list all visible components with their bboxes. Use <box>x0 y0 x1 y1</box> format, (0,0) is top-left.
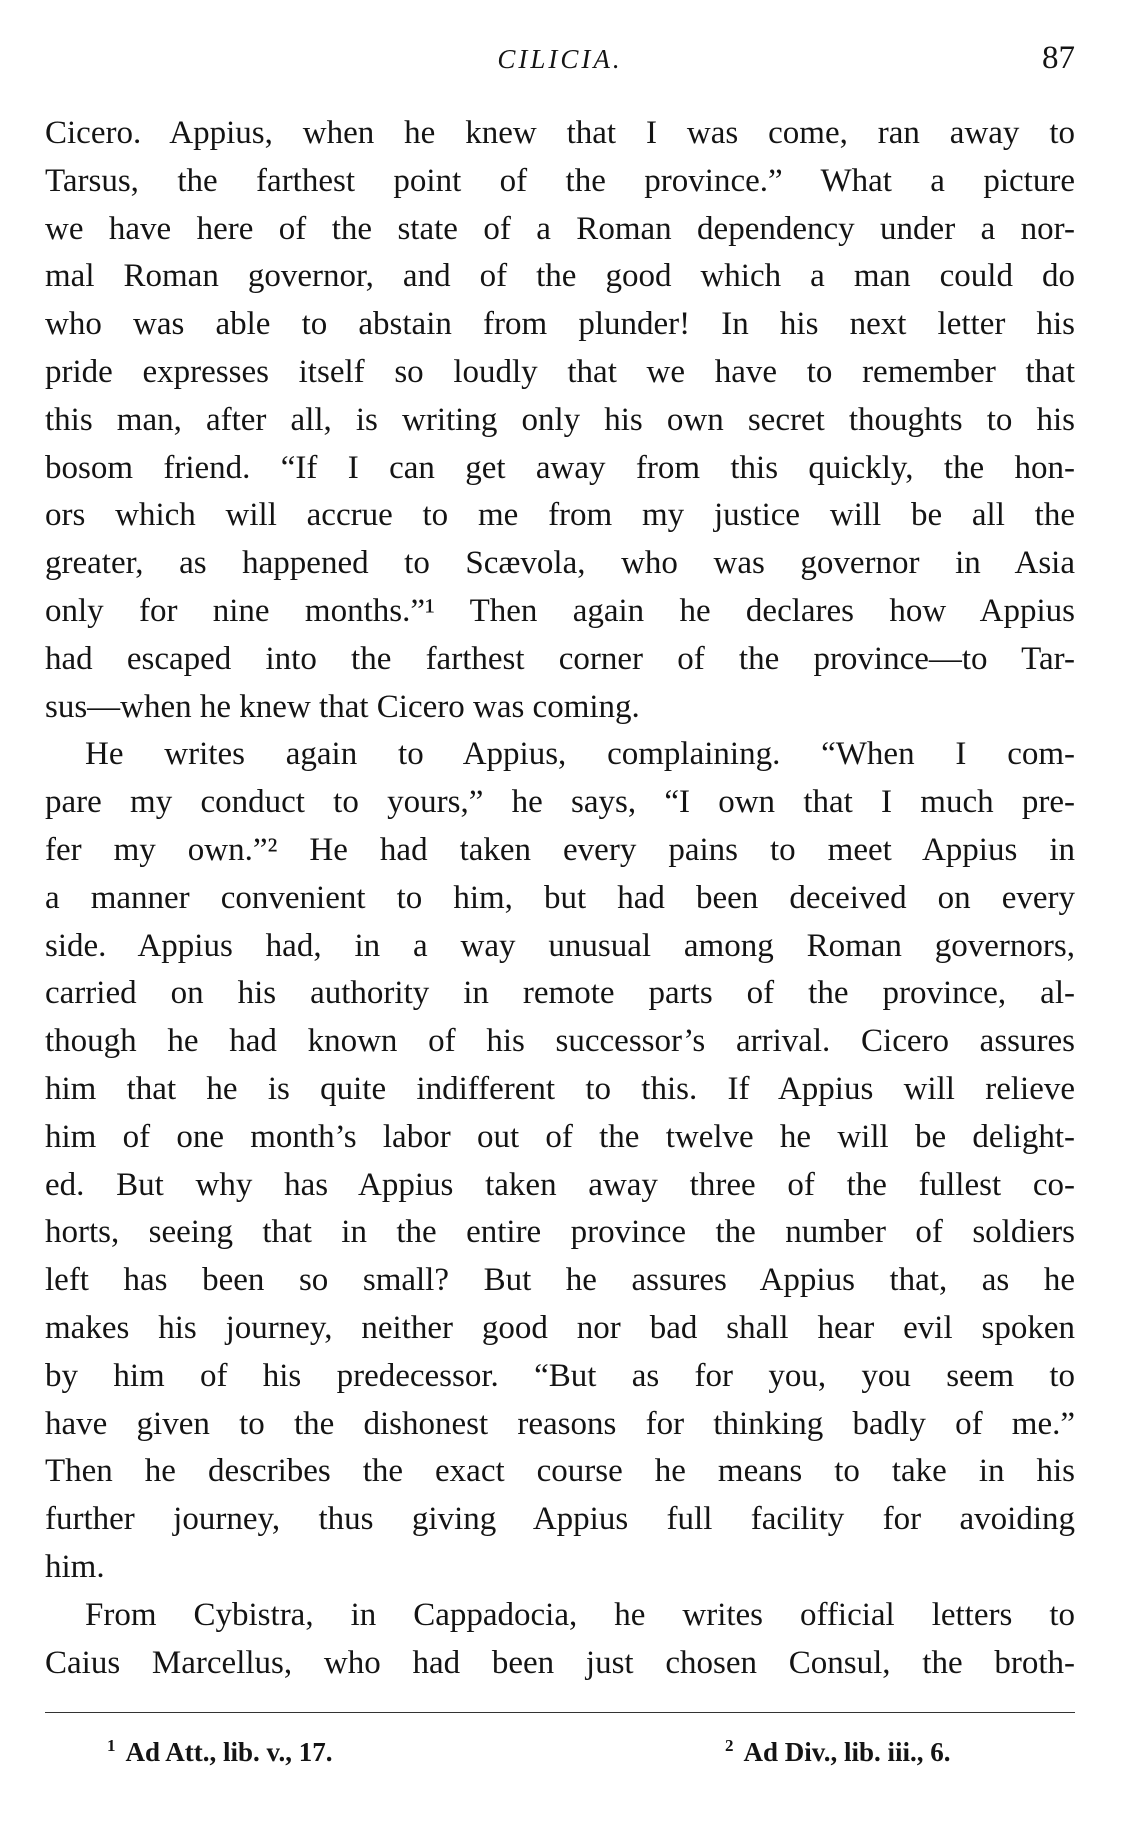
text-line: makes his journey, neither good nor bad shall hear evil spoken <box>45 1309 1075 1346</box>
text-line: Tarsus, the farthest point of the province.” What a picture <box>45 162 1075 199</box>
text-line: left has been so small? But he assures Appius that, as he <box>45 1262 1075 1299</box>
body-text <box>45 110 1075 1687</box>
text-line: bosom friend. “If I can get away from this quickly, the hon- <box>45 449 1075 486</box>
text-line: greater, as happened to Scævola, who was governor in Asia <box>45 545 1075 582</box>
text-line: a manner convenient to him, but had been deceived on every <box>45 879 1075 916</box>
text-line: him of one month’s labor out of the twelve he will be delight- <box>45 1118 1075 1155</box>
text-line: horts, seeing that in the entire province the number of soldiers <box>45 1214 1075 1251</box>
text-line: we have here of the state of a Roman dependency under a nor- <box>45 210 1075 247</box>
text-line: had escaped into the farthest corner of the province—to Tar- <box>45 640 1075 677</box>
text-line: further journey, thus giving Appius full facility for avoiding <box>45 1501 1075 1538</box>
text-line: who was able to abstain from plunder! In his next letter his <box>45 306 1075 343</box>
footnote-mark: 2 <box>725 1736 734 1755</box>
text-line: this man, after all, is writing only his own secret thoughts to his <box>45 401 1075 438</box>
text-line: pride expresses itself so loudly that we have to remember that <box>45 353 1075 390</box>
text-line: pare my conduct to yours,” he says, “I own that I much pre- <box>45 784 1075 821</box>
footnote-mark: 1 <box>107 1736 116 1755</box>
page-number: 87 <box>1042 40 1075 76</box>
text-line: ed. But why has Appius taken away three of the fullest co- <box>45 1166 1075 1203</box>
text-line: carried on his authority in remote parts of the province, al- <box>45 975 1075 1012</box>
text-line: ors which will accrue to me from my justice will be all the <box>45 497 1075 534</box>
footnote-text: Ad Att., lib. v., 17. <box>125 1737 333 1767</box>
footnote-2 <box>725 1736 951 1768</box>
text-line: him. <box>45 1548 105 1585</box>
text-line: Caius Marcellus, who had been just chosen Consul, the broth- <box>45 1644 1075 1681</box>
text-line: only for nine months.”¹ Then again he declares how Appius <box>45 592 1075 629</box>
text-line: have given to the dishonest reasons for thinking badly of me.” <box>45 1405 1075 1442</box>
text-line: though he had known of his successor’s arrival. Cicero assures <box>45 1023 1075 1060</box>
text-line: Cicero. Appius, when he knew that I was come, ran away to <box>45 115 1075 151</box>
text-line: fer my own.”² He had taken every pains to meet Appius in <box>45 831 1075 868</box>
text-line: sus—when he knew that Cicero was coming. <box>45 688 640 725</box>
text-line: mal Roman governor, and of the good which a man could do <box>45 258 1075 295</box>
footnote-text: Ad Div., lib. iii., 6. <box>743 1737 951 1767</box>
footnotes <box>45 1736 1075 1776</box>
text-line: He writes again to Appius, complaining. “When I com- <box>85 736 1075 773</box>
running-head <box>45 40 1075 80</box>
text-line: by him of his predecessor. “But as for you, you seem to <box>45 1357 1075 1394</box>
text-line: side. Appius had, in a way unusual among Roman governors, <box>45 927 1075 964</box>
text-line: Then he describes the exact course he means to take in his <box>45 1453 1075 1490</box>
footnote-rule <box>45 1712 1075 1713</box>
footnote-1 <box>107 1736 333 1768</box>
running-title: CILICIA. <box>497 44 623 74</box>
text-line: him that he is quite indifferent to this. If Appius will relieve <box>45 1070 1075 1107</box>
text-line: From Cybistra, in Cappadocia, he writes official letters to <box>85 1596 1075 1633</box>
